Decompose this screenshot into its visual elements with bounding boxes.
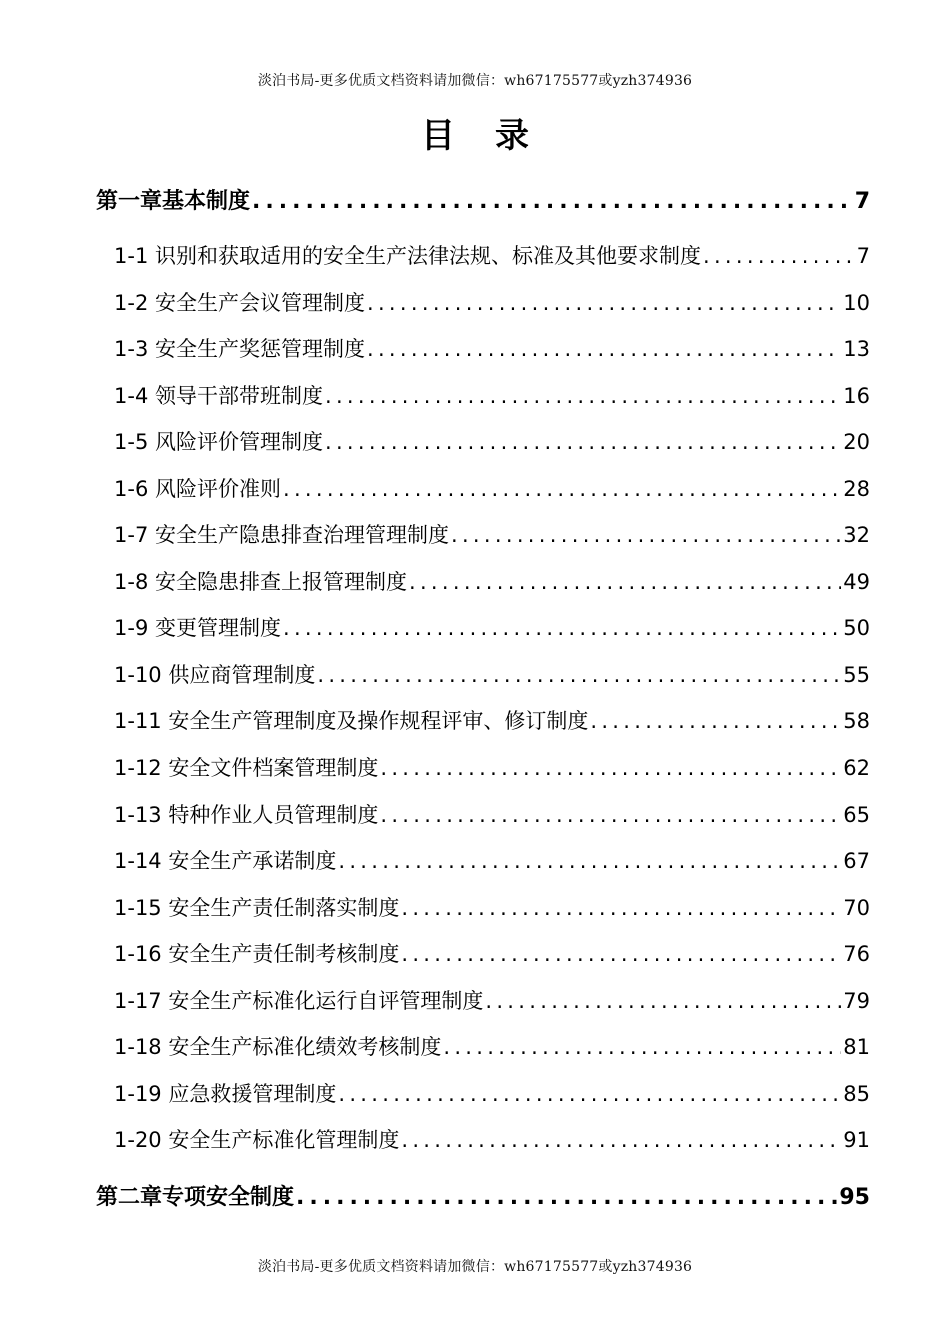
toc-section-1-2[interactable] bbox=[114, 287, 870, 317]
toc-entry-label: 1-6 风险评价准则 bbox=[114, 477, 281, 501]
dot-leader bbox=[409, 570, 841, 594]
toc-entry-label: 1-15 安全生产责任制落实制度 bbox=[114, 896, 400, 920]
toc-section-1-3[interactable] bbox=[114, 333, 870, 363]
toc-page-number: 7 bbox=[854, 189, 870, 214]
toc-page-number: 62 bbox=[843, 756, 870, 780]
toc-entry-label: 1-9 变更管理制度 bbox=[114, 616, 281, 640]
dot-leader bbox=[325, 384, 841, 408]
toc-page-number: 91 bbox=[843, 1128, 870, 1152]
toc-section-1-11[interactable] bbox=[114, 705, 870, 735]
toc-entry-label: 1-12 安全文件档案管理制度 bbox=[114, 756, 379, 780]
toc-section-1-1[interactable] bbox=[114, 240, 870, 270]
toc-section-1-8[interactable] bbox=[114, 566, 870, 596]
toc-page-number: 95 bbox=[839, 1185, 870, 1210]
toc-page-number: 7 bbox=[856, 244, 870, 268]
toc-page-number: 28 bbox=[843, 477, 870, 501]
toc-section-1-7[interactable] bbox=[114, 519, 870, 549]
toc-section-1-16[interactable] bbox=[114, 938, 870, 968]
toc-section-1-19[interactable] bbox=[114, 1078, 870, 1108]
toc-page-number: 58 bbox=[843, 709, 870, 733]
toc-entry-label: 1-4 领导干部带班制度 bbox=[114, 384, 323, 408]
toc-section-1-5[interactable] bbox=[114, 426, 870, 456]
toc-page-number: 16 bbox=[843, 384, 870, 408]
dot-leader bbox=[401, 896, 841, 920]
toc-page-number: 10 bbox=[843, 291, 870, 315]
toc-entry-label: 1-16 安全生产责任制考核制度 bbox=[114, 942, 400, 966]
toc-entry-label: 1-11 安全生产管理制度及操作规程评审、修订制度 bbox=[114, 709, 589, 733]
dot-leader bbox=[485, 989, 841, 1013]
toc-entry-label: 1-14 安全生产承诺制度 bbox=[114, 849, 337, 873]
toc-entry-label: 1-5 风险评价管理制度 bbox=[114, 430, 323, 454]
toc-entry-label: 1-3 安全生产奖惩管理制度 bbox=[114, 337, 365, 361]
dot-leader bbox=[380, 756, 841, 780]
dot-leader bbox=[317, 663, 841, 687]
toc-section-1-4[interactable] bbox=[114, 380, 870, 410]
toc-section-1-20[interactable] bbox=[114, 1124, 870, 1154]
toc-page-number: 49 bbox=[843, 570, 870, 594]
toc-page-number: 76 bbox=[843, 942, 870, 966]
dot-leader bbox=[451, 523, 841, 547]
toc-entry-label: 1-1 识别和获取适用的安全生产法律法规、标准及其他要求制度 bbox=[114, 244, 701, 268]
toc-section-1-12[interactable] bbox=[114, 752, 870, 782]
toc-section-1-9[interactable] bbox=[114, 612, 870, 642]
toc-entry-label: 第二章专项安全制度 bbox=[96, 1185, 295, 1210]
toc-entry-label: 第一章基本制度 bbox=[96, 189, 251, 214]
toc-entry-label: 1-10 供应商管理制度 bbox=[114, 663, 316, 687]
dot-leader bbox=[367, 291, 841, 315]
toc-page-number: 81 bbox=[843, 1035, 870, 1059]
dot-leader bbox=[283, 616, 841, 640]
toc-page-number: 20 bbox=[843, 430, 870, 454]
dot-leader bbox=[252, 189, 853, 214]
dot-leader bbox=[296, 1185, 837, 1210]
dot-leader bbox=[443, 1035, 841, 1059]
toc-entry-label: 1-17 安全生产标准化运行自评管理制度 bbox=[114, 989, 484, 1013]
dot-leader bbox=[380, 803, 841, 827]
dot-leader bbox=[401, 942, 841, 966]
dot-leader bbox=[703, 244, 855, 268]
toc-section-1-15[interactable] bbox=[114, 892, 870, 922]
toc-entry-label: 1-8 安全隐患排查上报管理制度 bbox=[114, 570, 407, 594]
toc-section-1-14[interactable] bbox=[114, 845, 870, 875]
toc-page-number: 85 bbox=[843, 1082, 870, 1106]
toc-page-number: 55 bbox=[843, 663, 870, 687]
toc-section-1-18[interactable] bbox=[114, 1031, 870, 1061]
dot-leader bbox=[338, 1082, 841, 1106]
header-watermark-note: 淡泊书局-更多优质文档资料请加微信：wh67175577或yzh374936 bbox=[257, 73, 693, 89]
dot-leader bbox=[338, 849, 841, 873]
toc-section-1-6[interactable] bbox=[114, 473, 870, 503]
toc-page-number: 13 bbox=[843, 337, 870, 361]
toc-entry-label: 1-19 应急救援管理制度 bbox=[114, 1082, 337, 1106]
toc-page-number: 79 bbox=[843, 989, 870, 1013]
toc-entry-label: 1-18 安全生产标准化绩效考核制度 bbox=[114, 1035, 442, 1059]
toc-page-number: 65 bbox=[843, 803, 870, 827]
toc-page-number: 50 bbox=[843, 616, 870, 640]
toc-entry-label: 1-7 安全生产隐患排查治理管理制度 bbox=[114, 523, 449, 547]
toc-chapter-2[interactable] bbox=[96, 1180, 870, 1211]
dot-leader bbox=[590, 709, 841, 733]
dot-leader bbox=[283, 477, 841, 501]
dot-leader bbox=[401, 1128, 841, 1152]
toc-title: 目录 bbox=[421, 116, 569, 156]
toc-section-1-17[interactable] bbox=[114, 985, 870, 1015]
toc-page-number: 32 bbox=[843, 523, 870, 547]
toc-entry-label: 1-13 特种作业人员管理制度 bbox=[114, 803, 379, 827]
toc-entry-label: 1-2 安全生产会议管理制度 bbox=[114, 291, 365, 315]
toc-section-1-13[interactable] bbox=[114, 799, 870, 829]
dot-leader bbox=[325, 430, 841, 454]
dot-leader bbox=[367, 337, 841, 361]
toc-page-number: 67 bbox=[843, 849, 870, 873]
toc-page-number: 70 bbox=[843, 896, 870, 920]
toc-chapter-1[interactable] bbox=[96, 184, 870, 215]
toc-section-1-10[interactable] bbox=[114, 659, 870, 689]
footer-watermark-note: 淡泊书局-更多优质文档资料请加微信：wh67175577或yzh374936 bbox=[257, 1259, 693, 1275]
toc-entry-label: 1-20 安全生产标准化管理制度 bbox=[114, 1128, 400, 1152]
